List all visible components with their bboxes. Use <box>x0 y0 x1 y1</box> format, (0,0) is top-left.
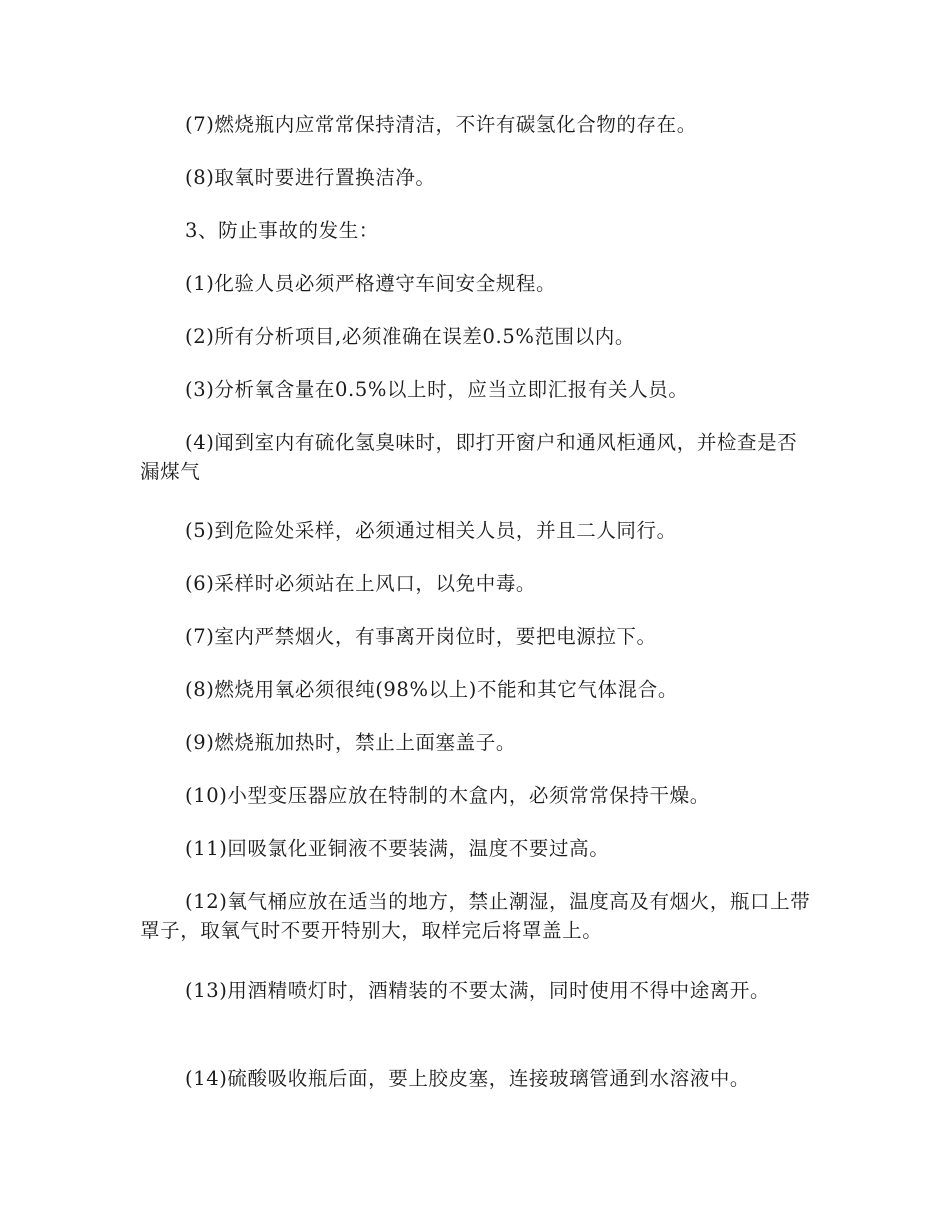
paragraph-rule-8: (8)燃烧用氧必须很纯(98%以上)不能和其它气体混合。 <box>185 678 678 701</box>
paragraph-rule-3: (3)分析氧含量在0.5%以上时，应当立即汇报有关人员。 <box>185 378 689 401</box>
paragraph-rule-12: (12)氧气桶应放在适当的地方，禁止潮湿，温度高及有烟火，瓶口上带罩子，取氧气时不要开特别大，取样完后将罩盖上。 <box>140 890 811 943</box>
paragraph-rule-5: (5)到危险处采样，必须通过相关人员，并且二人同行。 <box>185 519 677 542</box>
paragraph-rule-10: (10)小型变压器应放在特制的木盒内，必须常常保持干燥。 <box>185 784 710 807</box>
paragraph-rule-1: (1)化验人员必须严格遵守车间安全规程。 <box>185 272 557 295</box>
paragraph-rule-14: (14)硫酸吸收瓶后面，要上胶皮塞，连接玻璃管通到水溶液中。 <box>185 1067 751 1090</box>
section-heading-accident-prevention: 3、防止事故的发生： <box>185 219 379 242</box>
paragraph-item-7-clean: (7)燃烧瓶内应常常保持清洁，不许有碳氢化合物的存在。 <box>185 113 697 136</box>
paragraph-rule-7: (7)室内严禁烟火，有事离开岗位时，要把电源拉下。 <box>185 625 657 648</box>
paragraph-rule-11: (11)回吸氯化亚铜液不要装满，温度不要过高。 <box>185 837 610 860</box>
paragraph-rule-9: (9)燃烧瓶加热时，禁止上面塞盖子。 <box>185 731 516 754</box>
paragraph-rule-2: (2)所有分析项目,必须准确在误差0.5%范围以内。 <box>185 325 635 348</box>
paragraph-rule-13: (13)用酒精喷灯时，酒精装的不要太满，同时使用不得中途离开。 <box>185 979 771 1002</box>
paragraph-rule-6: (6)采样时必须站在上风口，以免中毒。 <box>185 572 537 595</box>
paragraph-item-8-oxygen: (8)取氧时要进行置换洁净。 <box>185 166 436 189</box>
paragraph-rule-4: (4)闻到室内有硫化氢臭味时，即打开窗户和通风柜通风，并检查是否漏煤气 <box>140 431 798 484</box>
